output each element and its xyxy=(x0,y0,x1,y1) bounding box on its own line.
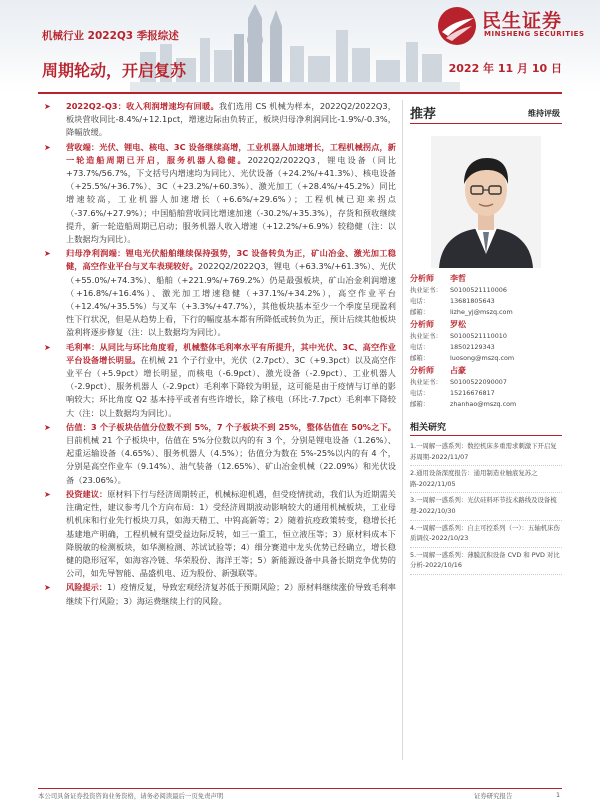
footer-divider xyxy=(38,788,562,789)
analyst-name-row: 分析师 李哲 xyxy=(410,274,466,283)
valuation-paragraph xyxy=(38,421,396,487)
related-research-list xyxy=(410,439,562,575)
analyst-email-link[interactable]: luosong@mszq.com xyxy=(450,354,515,362)
analyst-license-row: 执业证书： S0100521110006 xyxy=(410,286,507,294)
profit-paragraph xyxy=(38,247,396,339)
rating-value: 维持评级 xyxy=(528,109,560,118)
paragraph-lead: 毛利率：从同比与环比角度看，机械整体毛利率水平有所提升，其中光伏、3C、高空作业平台设备增长明显。 xyxy=(66,341,396,365)
paragraph-lead: 风险提示： xyxy=(66,582,107,593)
paragraph-lead: 归母净利润端：锂电光伏船舶继续保持强势，3C 设备转负为正，矿山冶金、激光加工稳健，高空作业平台与叉车表现较好。 xyxy=(66,248,396,272)
analyst-photo xyxy=(431,136,541,268)
logo-text-en: MINSHENG SECURITIES xyxy=(484,30,585,38)
analyst-phone-row: 电话： 18502129343 xyxy=(410,343,495,351)
analyst-phone-row: 电话： 15216676817 xyxy=(410,389,495,397)
paragraph-lead: 2022Q2-Q3：收入利润增速均有回暖。 xyxy=(66,101,219,111)
analyst-license-row: 执业证书： S0100521110010 xyxy=(410,332,507,340)
analyst-email-row[interactable]: 邮箱： zhanhao@mszq.com xyxy=(410,400,517,408)
arrow-bullet-icon: ➤ xyxy=(44,102,51,111)
analyst-name-row: 分析师 占豪 xyxy=(410,366,466,375)
rating-header xyxy=(410,100,562,124)
investment-paragraph xyxy=(38,488,396,580)
paragraph-lead: 投资建议： xyxy=(66,488,108,499)
arrow-bullet-icon: ➤ xyxy=(44,489,51,499)
paragraph-text: 1）疫情反复，导致宏观经济复苏低于预期风险；2）原材料继续涨价导致毛利率继续下行风险；3）海运费继续上行的风险。 xyxy=(66,582,396,606)
analyst-license-row: 执业证书： S0100522090007 xyxy=(410,378,507,386)
related-research-item[interactable]: 5.一周解一惑系列：薄膜沉积设备 CVD 和 PVD 对比分析-2022/10/16 xyxy=(410,548,562,575)
paragraph-text: 2022Q2/2022Q3，锂电（+63.3%/+61.3%）、光伏（+55.0%/+74.3%）、船舶（+221.9%/+769.2%）仍是最强板块，矿山冶金利润增速（+16.8%/+16.4%）、激光加工增速稳健（+37.1%/+34.2%），高空作业平台（+12.4%/+35.5%）与叉车（+3.3%/+47.7%），其他板块基本至少一个季度呈现盈利性下行状况，但是从趋势上看，下行的幅度基本都有所降低或转负为正，预计后续其他板块盈利将逐步修复（注：以上数据均为同比）。 xyxy=(66,261,396,338)
revenue-paragraph xyxy=(38,141,396,247)
sidebar xyxy=(410,100,562,750)
margin-paragraph xyxy=(38,341,396,420)
rating-title: 推荐 xyxy=(410,107,437,122)
report-header xyxy=(0,0,600,92)
page-number: 1 xyxy=(556,791,561,799)
analyst-list xyxy=(410,272,562,410)
logo-mark-icon xyxy=(436,6,478,46)
report-category: 机械行业 2022Q3 季报综述 xyxy=(42,30,179,42)
arrow-bullet-icon: ➤ xyxy=(44,142,51,152)
report-date: 2022 年 11 月 10 日 xyxy=(448,62,562,75)
arrow-bullet-icon: ➤ xyxy=(44,342,51,352)
analyst-name-row: 分析师 罗松 xyxy=(410,320,466,329)
summary-paragraph xyxy=(38,100,396,140)
related-research-item[interactable]: 4.一周解一惑系列：自主可控系列（一）：五轴机床伤质调仪-2022/10/23 xyxy=(410,521,562,548)
paragraph-text: 我们选用 CS 机械为样本，2022Q2/2022Q3，板块营收同比-8.4%/+12.1pct，增速边际由负转正，板块归母净利润同比-1.9%/-0.3%，降幅放缓。 xyxy=(66,101,396,138)
paragraph-text: 原材料下行与经济周期转正，机械标迎机遇，但受疫情扰动，我们认为近期需关注确定性，建议参考几个方向布局：1）受经济周期波动影响较大的通用机械板块，工业母机机床和行业先行板块刀具，如海天精工、中钨高新等；2）随着抗疫政策转变，稳增长托基建地产明确，工程机械有望受益边际反转，如三一重工，恒立液压等；3）原材料成本下降脱敏的检测板块，如华测检测、苏试试验等；4）细分赛道中龙头优势已经确立，增长稳健的隐形冠军，如海容冷链、华荣股份、海洋王等；5）新能源设备中具备长期竞争优势的公司，如先导智能、晶盛机电、迈为股份、新强联等。 xyxy=(66,488,396,579)
related-research-title: 相关研究 xyxy=(410,420,562,436)
analyst-email-row[interactable]: 邮箱： luosong@mszq.com xyxy=(410,354,515,362)
paragraph-text: 目前机械 21 个子板块中，估值在 5%分位数以内的有 3 个，分别是锂电设备（1.26%）、起重运输设备（4.65%）、服务机器人（4.5%）；估值分为数在 5%-25%以内的有 4 个，分别是高空作业车（9.14%）、油气装备（12.65%）、矿山冶金机械（22.09%）和光伏设备（23.06%）。 xyxy=(66,435,396,485)
risk-paragraph xyxy=(38,581,396,607)
paragraph-text: 2022Q2/2022Q3，锂电设备（同比+73.7%/56.7%，下文括号内增速均为同比）、光伏设备（+24.2%/+41.3%）、核电设备（+25.5%/+36.7%）、3C（+23.2%/+60.3%）、激光加工（+28.4%/+45.2%）同比增速较高，工业机器人加速增长（+6.6%/+29.6%）；工程机械已迎来拐点（-37.6%/+27.9%）；中国船舶营收同比增速加速（-30.2%/+35.3%），存货和预收继续提升，新一轮造船周期已启动；服务机器人收入增速（+12.2%/+6.9%）较稳健（注：以上数据均为同比）。 xyxy=(66,154,396,245)
analyst-portrait-icon xyxy=(431,136,541,268)
header-divider xyxy=(38,92,562,94)
related-research-item[interactable]: 1.一周解一惑系列：数控机床多重需求刺激下开启复苏周期-2022/11/07 xyxy=(410,439,562,466)
footer-disclaimer: 本公司具备证券投资咨询业务资格，请务必阅读最后一页免责声明 xyxy=(38,792,224,800)
arrow-bullet-icon: ➤ xyxy=(44,249,51,259)
column-divider xyxy=(402,100,403,760)
arrow-bullet-icon: ➤ xyxy=(44,422,51,432)
related-research-item[interactable]: 2.通用设备深度报告：通用制造业触底复苏之路-2022/11/05 xyxy=(410,466,562,493)
analyst-email-link[interactable]: zhanhao@mszq.com xyxy=(450,400,517,408)
company-logo xyxy=(432,4,592,48)
report-title: 周期轮动，开启复苏 xyxy=(42,61,187,80)
paragraph-text: 在机械 21 个子行业中，光伏（2.7pct）、3C（+9.3pct）以及高空作业平台（+5.9pct）增长明显，而核电（-6.9pct）、激光设备（-2.9pct）、工业机器人（-2.9pct）、服务机器人（-2.9pct）毛利率下降较为明显，这可能是由于疫情与订单的影响较大；环比角度 Q2 基本持平或者有些许增长，除了核电（环比-7.7pct）毛利率下降较大（注：以上数据均为同比）。 xyxy=(66,354,396,418)
paragraph-lead: 营收端：光伏、锂电、核电、3C 设备继续高增，工业机器人加速增长，工程机械拐点，新一轮造船周期已开启，服务机器人稳健。 xyxy=(66,141,396,165)
arrow-bullet-icon: ➤ xyxy=(44,583,51,593)
analyst-email-link[interactable]: lizhe_yj@mszq.com xyxy=(450,308,513,316)
analyst-email-row[interactable]: 邮箱： lizhe_yj@mszq.com xyxy=(410,308,513,316)
logo-text-cn: 民生证券 xyxy=(482,10,563,32)
related-research-item[interactable]: 3.一周解一惑系列：光伏硅料环节技术路线及设备梳理-2022/10/30 xyxy=(410,493,562,520)
main-content xyxy=(38,100,396,740)
footer-report-type: 证券研究报告 xyxy=(474,792,513,800)
analyst-phone-row: 电话： 13681805643 xyxy=(410,297,495,305)
paragraph-lead: 估值：3 个子板块估值分位数不到 5%，7 个子板块不到 25%，整体估值在 50%之下。 xyxy=(66,421,396,432)
